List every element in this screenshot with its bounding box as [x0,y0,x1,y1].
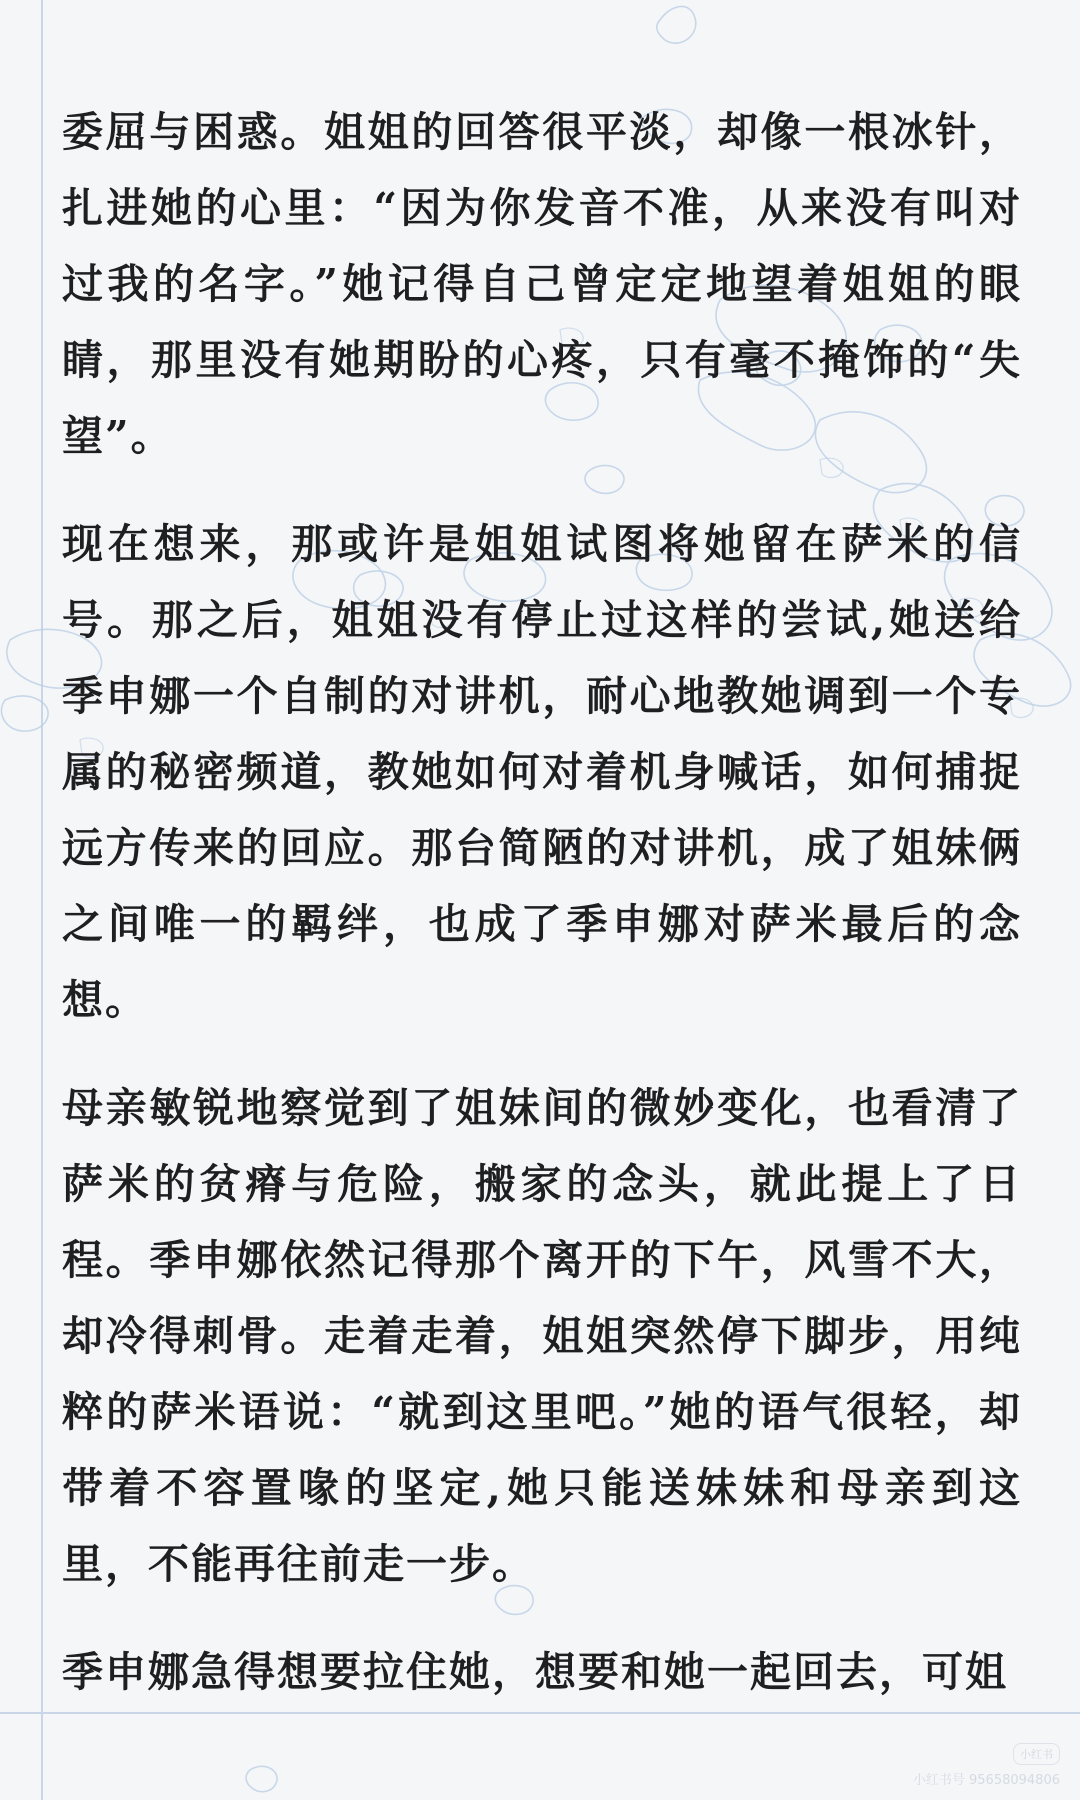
paragraph: 母亲敏锐地察觉到了姐妹间的微妙变化，也看清了萨米的贫瘠与危险，搬家的念头，就此提上了日程。季申娜依然记得那个离开的下午，风雪不大，却冷得刺骨。走着走着，姐姐突然停下脚步，用纯粹的萨米语说：“就到这里吧。”她的语气很轻，却带着不容置喙的坚定,她只能送妹妹和母亲到这里，不能再往前走一步。 [62,1084,1022,1588]
paragraph: 现在想来，那或许是姐姐试图将她留在萨米的信号。那之后，姐姐没有停止过这样的尝试,她送给季申娜一个自制的对讲机，耐心地教她调到一个专属的秘密频道，教她如何对着机身喊话，如何捕捉远方传来的回应。那台简陋的对讲机，成了姐妹俩之间唯一的羁绊，也成了季申娜对萨米最后的念想。 [62,520,1022,1024]
paragraph: 委屈与困惑。姐姐的回答很平淡，却像一根冰针，扎进她的心里：“因为你发音不准，从来没有叫对过我的名字。”她记得自己曾定定地望着姐姐的眼睛，那里没有她期盼的心疼，只有毫不掩饰的“失望”。 [62,108,1022,460]
paragraph: 季申娜急得想要拉住她，想要和她一起回去，可姐 [62,1648,1008,1696]
article-body [62,94,1022,1742]
margin-rule-vertical [41,0,43,1800]
watermark [913,1743,1060,1788]
watermark-badge: 小红书 [1013,1743,1060,1765]
watermark-text: 小红书号 95658094806 [912,1773,1060,1788]
